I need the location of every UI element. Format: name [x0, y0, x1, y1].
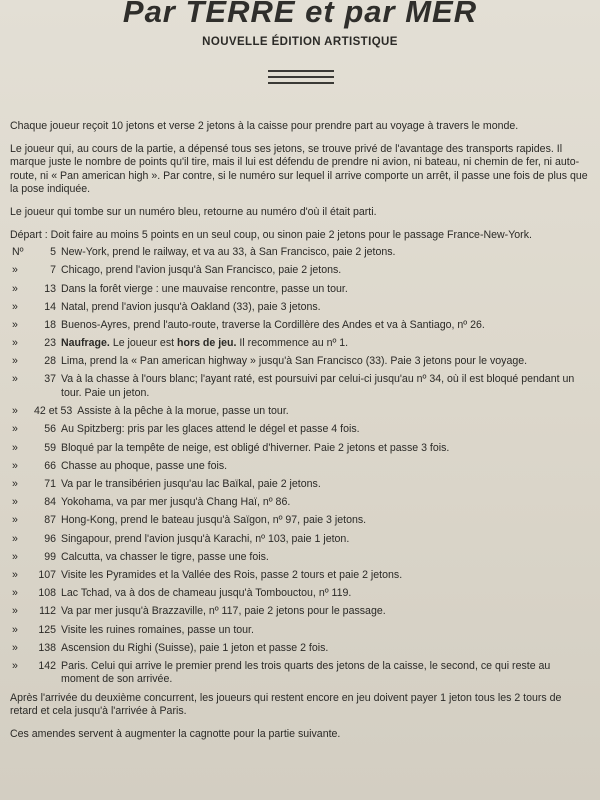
square-number: 37 — [44, 373, 56, 386]
entry-text: Va à la chasse à l'ours blanc; l'ayant raté, est poursuivi par celui-ci jusqu'au nº 34, où il est bloqué pendant un tour. Paie un jeton. — [61, 373, 575, 400]
list-item — [10, 264, 590, 278]
list-item — [10, 246, 590, 260]
list-item — [10, 569, 590, 583]
entry-marker: » — [12, 459, 18, 472]
square-number: 99 — [44, 550, 56, 563]
entry-text-part: Il recommence au nº 1. — [236, 337, 349, 350]
entry-marker: » — [12, 568, 18, 581]
list-item — [10, 551, 590, 565]
closing-paragraph: Ces amendes servent à augmenter la cagnotte pour la partie suivante. — [10, 727, 341, 740]
entry-text — [61, 337, 590, 351]
square-number: 66 — [44, 459, 56, 472]
list-item — [10, 283, 590, 297]
square-number: 112 — [39, 605, 56, 618]
entry-text: Visite les Pyramides et la Vallée des Rois, passe 2 tours et paie 2 jetons. — [61, 568, 403, 581]
entry-emphasis: hors de jeu. — [177, 337, 237, 350]
entry-marker: » — [12, 659, 18, 672]
list-item — [10, 605, 590, 619]
divider-line — [268, 76, 334, 78]
square-rules-list — [10, 246, 590, 687]
square-number: 142 — [38, 659, 56, 672]
entry-text: Lac Tchad, va à dos de chameau jusqu'à Tombouctou, nº 119. — [61, 587, 352, 600]
entry-text: Natal, prend l'avion jusqu'à Oakland (33), paie 3 jetons. — [61, 300, 321, 313]
entry-marker: » — [12, 441, 18, 454]
list-item — [10, 624, 590, 638]
entry-text: Buenos-Ayres, prend l'auto-route, traverse la Cordillère des Andes et va à Santiago, nº 26. — [61, 318, 485, 331]
square-number: 71 — [44, 478, 56, 490]
list-item — [10, 442, 590, 456]
entry-marker: Nº — [12, 246, 24, 259]
entry-marker: » — [12, 423, 18, 436]
entry-text: Yokohama, va par mer jusqu'à Chang Haï, nº 86. — [61, 496, 291, 509]
entry-text: Bloqué par la tempête de neige, est obligé d'hiverner. Paie 2 jetons et passe 3 fois. — [61, 441, 450, 454]
closing-paragraph: Après l'arrivée du deuxième concurrent, les joueurs qui restent encore en jeu doivent payer 1 jeton tous les 2 tours de retard et cela jusqu'à l'arrivée à Paris. — [10, 691, 562, 718]
entry-marker: » — [12, 264, 18, 277]
square-number: 5 — [50, 246, 56, 259]
square-number: 18 — [44, 318, 56, 331]
entry-text: Chicago, prend l'avion jusqu'à San Francisco, paie 2 jetons. — [61, 264, 342, 277]
list-item — [10, 337, 590, 351]
entry-marker: » — [12, 587, 18, 600]
square-number: 14 — [44, 300, 56, 313]
square-number: 56 — [44, 423, 56, 436]
list-item — [10, 301, 590, 315]
square-number: 28 — [44, 355, 56, 368]
square-number: 87 — [44, 514, 56, 527]
entry-text: Lima, prend la « Pan american highway » jusqu'à San Francisco (33). Paie 3 jetons pour le voyage. — [61, 355, 528, 368]
entry-marker: » — [12, 623, 18, 636]
square-number: 23 — [44, 337, 56, 350]
entry-marker: » — [12, 282, 18, 295]
square-number: 13 — [44, 282, 56, 295]
square-number: 42 et 53 — [34, 405, 73, 418]
list-item — [10, 355, 590, 369]
entry-text: Calcutta, va chasser le tigre, passe une fois. — [61, 550, 269, 563]
intro-paragraph: Départ : Doit faire au moins 5 points en un seul coup, ou sinon paie 2 jetons pour le passage France-New-York. — [10, 228, 532, 241]
entry-text: Assiste à la pêche à la morue, passe un tour. — [77, 405, 289, 418]
entry-marker: » — [12, 355, 18, 368]
list-item — [10, 423, 590, 437]
entry-marker: » — [12, 641, 18, 654]
list-item — [10, 514, 590, 528]
entry-marker: » — [12, 318, 18, 331]
entry-text: Va par mer jusqu'à Brazzaville, nº 117, paie 2 jetons pour le passage. — [61, 605, 386, 618]
entry-text: Paris. Celui qui arrive le premier prend les trois quarts des jetons de la caisse, le second, ce qui reste au moment de son arrivée. — [61, 659, 551, 686]
list-item — [10, 587, 590, 601]
list-item — [10, 660, 590, 687]
entry-marker: » — [12, 337, 18, 350]
entry-marker: » — [12, 550, 18, 563]
square-number: 138 — [38, 641, 56, 654]
entry-marker: » — [12, 405, 18, 418]
square-number: 59 — [44, 441, 56, 454]
intro-paragraph: Chaque joueur reçoit 10 jetons et verse 2 jetons à la caisse pour prendre part au voyage à travers le monde. — [10, 120, 519, 132]
square-number: 125 — [38, 623, 56, 636]
entry-text: Ascension du Righi (Suisse), paie 1 jeton et passe 2 fois. — [61, 641, 329, 654]
entry-marker: » — [12, 514, 18, 527]
list-item — [10, 478, 590, 492]
entry-marker: » — [12, 496, 18, 509]
page-subtitle: NOUVELLE ÉDITION ARTISTIQUE — [202, 36, 398, 48]
square-number: 96 — [44, 532, 56, 545]
list-item — [10, 642, 590, 656]
intro-paragraph: Le joueur qui tombe sur un numéro bleu, retourne au numéro d'où il était parti. — [10, 205, 377, 218]
entry-marker: » — [12, 300, 18, 313]
rules-text — [10, 120, 590, 750]
list-item — [10, 373, 590, 400]
list-item — [10, 460, 590, 474]
square-number: 108 — [38, 587, 56, 600]
divider-line — [268, 70, 334, 72]
entry-text: Hong-Kong, prend le bateau jusqu'à Saïgon, nº 97, paie 3 jetons. — [61, 514, 367, 527]
entry-text: Dans la forêt vierge : une mauvaise rencontre, passe un tour. — [61, 282, 348, 295]
list-item — [10, 319, 590, 333]
square-number: 107 — [38, 568, 56, 581]
intro-paragraph: Le joueur qui, au cours de la partie, a dépensé tous ses jetons, se trouve privé de l'avantage des transports rapides. Il marque juste le nombre de points qu'il tire, mais il lui est défendu de prendre ni avion, ni bateau, ni chemin de fer, ni auto-route, ni « Pan american high ». Par contre, si le numéro sur lequel il arrive comporte un arrêt, il passe une fois de plus que la pose indiquée. — [10, 142, 588, 196]
list-item — [10, 496, 590, 510]
list-item — [10, 405, 590, 419]
entry-marker: » — [12, 478, 18, 490]
entry-marker: » — [12, 532, 18, 545]
entry-marker: » — [12, 373, 18, 386]
entry-text: Singapour, prend l'avion jusqu'à Karachi, nº 103, paie 1 jeton. — [61, 532, 350, 545]
entry-text: Visite les ruines romaines, passe un tour. — [61, 623, 254, 636]
entry-emphasis: Naufrage. — [61, 337, 110, 350]
square-number: 84 — [44, 496, 56, 509]
entry-text: Va par le transibérien jusqu'au lac Baïkal, paie 2 jetons. — [61, 478, 321, 490]
entry-text-part: Le joueur est — [109, 337, 178, 350]
entry-text: Chasse au phoque, passe une fois. — [61, 459, 228, 472]
entry-text: Au Spitzberg: pris par les glaces attend le dégel et passe 4 fois. — [61, 423, 360, 436]
divider-line — [268, 82, 334, 84]
entry-text: New-York, prend le railway, et va au 33, à San Francisco, paie 2 jetons. — [61, 246, 396, 259]
list-item — [10, 533, 590, 547]
entry-marker: » — [12, 605, 18, 618]
square-number: 7 — [50, 264, 56, 277]
page-title: Par TERRE et par MER — [122, 0, 478, 29]
